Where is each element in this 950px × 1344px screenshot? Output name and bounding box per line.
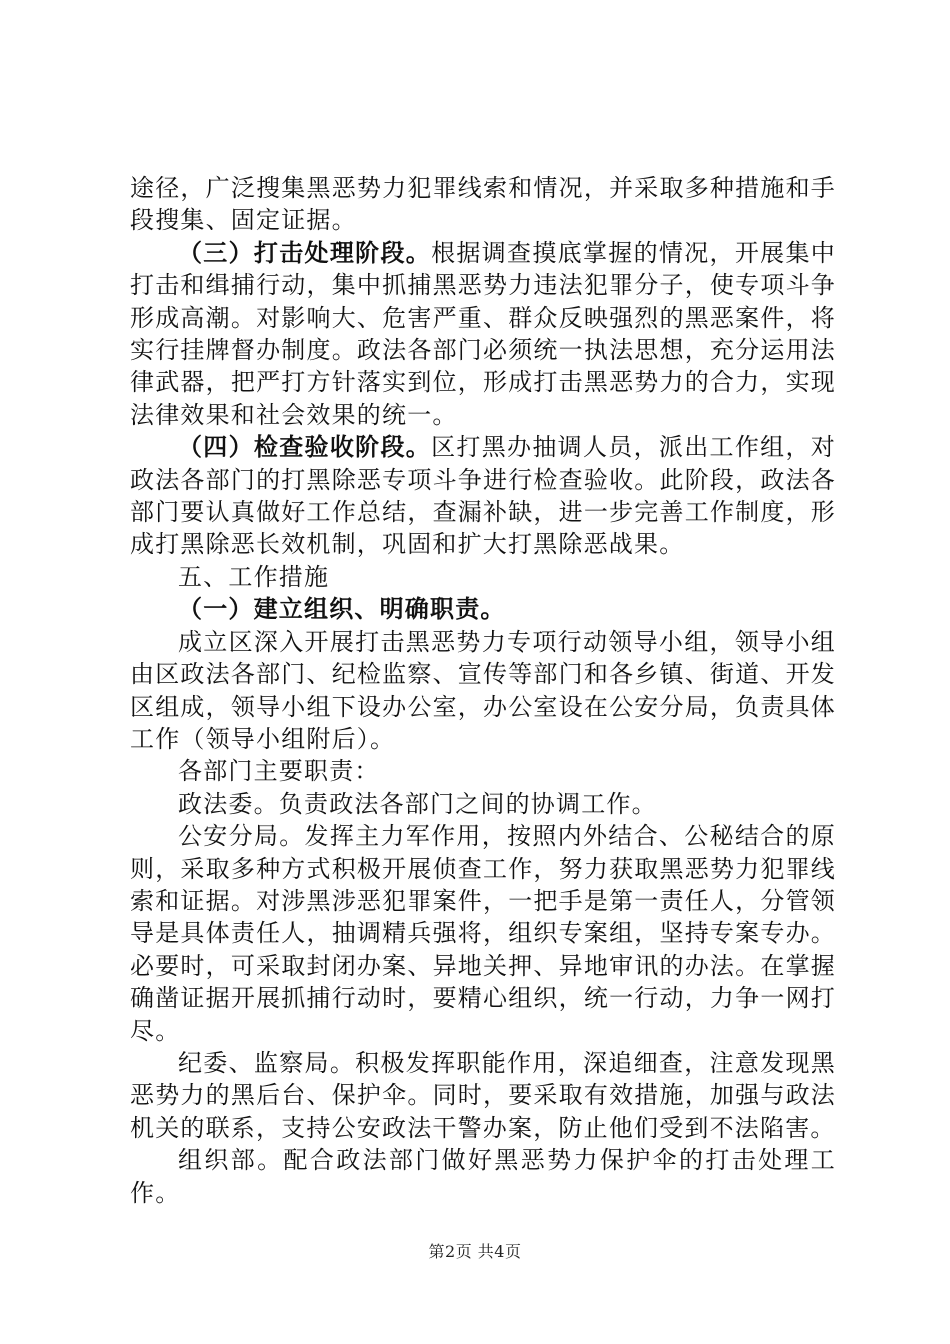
paragraph-2 [130, 237, 836, 431]
section-heading-work-measures [130, 561, 836, 593]
paragraph-text: 成立区深入开展打击黑恶势力专项行动领导小组，领导小组由区政法各部门、纪检监察、宣传等部门和各乡镇、街道、开发区组成，领导小组下设办公室，办公室设在公安分局，负责具体工作（领导小组附后）。 [130, 627, 836, 753]
paragraph-11 [130, 1144, 836, 1209]
paragraph-8 [130, 788, 836, 820]
paragraph-text: 政法委。负责政法各部门之间的协调工作。 [178, 789, 657, 818]
paragraph-text: 根据调查摸底掌握的情况，开展集中打击和缉捕行动，集中抓捕黑恶势力违法犯罪分子，使专项斗争形成高潮。对影响大、危害严重、群众反映强烈的黑恶案件，将实行挂牌督办制度。政法各部门必须统一执法思想，充分运用法律武器，把严打方针落实到位，形成打击黑恶势力的合力，实现法律效果和社会效果的统一。 [130, 238, 837, 429]
section-heading-inspection-stage: （四）检查验收阶段。 [178, 432, 432, 462]
paragraph-6 [130, 626, 836, 756]
paragraph-text: 组织部。配合政法部门做好黑恶势力保护伞的打击处理工作。 [130, 1146, 836, 1207]
page-number-footer: 第2页 共4页 [428, 1242, 522, 1261]
paragraph-text: 途径，广泛搜集黑恶势力犯罪线索和情况，并采取多种措施和手段搜集、固定证据。 [130, 174, 836, 235]
paragraph-text: 区打黑办抽调人员，派出工作组，对政法各部门的打黑除恶专项斗争进行检查验收。此阶段，政法各部门要认真做好工作总结，查漏补缺，进一步完善工作制度，形成打黑除恶长效机制，巩固和扩大打黑除恶战果。 [130, 433, 837, 559]
paragraph-7 [130, 755, 836, 787]
paragraph-10 [130, 1047, 836, 1144]
paragraph-1 [130, 172, 836, 237]
document-body [130, 172, 836, 1209]
paragraph-text: 公安分局。发挥主力军作用，按照内外结合、公秘结合的原则，采取多种方式积极开展侦查工作，努力获取黑恶势力犯罪线索和证据。对涉黑涉恶犯罪案件，一把手是第一责任人，分管领导是具体责任人，抽调精兵强将，组织专案组，坚持专案专办。必要时，可采取封闭办案、异地关押、异地审讯的办法。在掌握确凿证据开展抓捕行动时，要精心组织，统一行动，力争一网打尽。 [130, 822, 836, 1045]
section-heading-strike-stage: （三）打击处理阶段。 [178, 237, 432, 267]
paragraph-9 [130, 820, 836, 1047]
subsection-heading-organization [130, 593, 836, 625]
heading-text: （一）建立组织、明确职责。 [178, 594, 506, 624]
paragraph-text: 纪委、监察局。积极发挥职能作用，深追细查，注意发现黑恶势力的黑后台、保护伞。同时，要采取有效措施，加强与政法机关的联系，支持公安政法干警办案，防止他们受到不法陷害。 [130, 1048, 836, 1142]
paragraph-text: 各部门主要职责： [178, 757, 380, 786]
heading-text: 五、工作措施 [178, 562, 330, 591]
paragraph-3 [130, 431, 836, 561]
